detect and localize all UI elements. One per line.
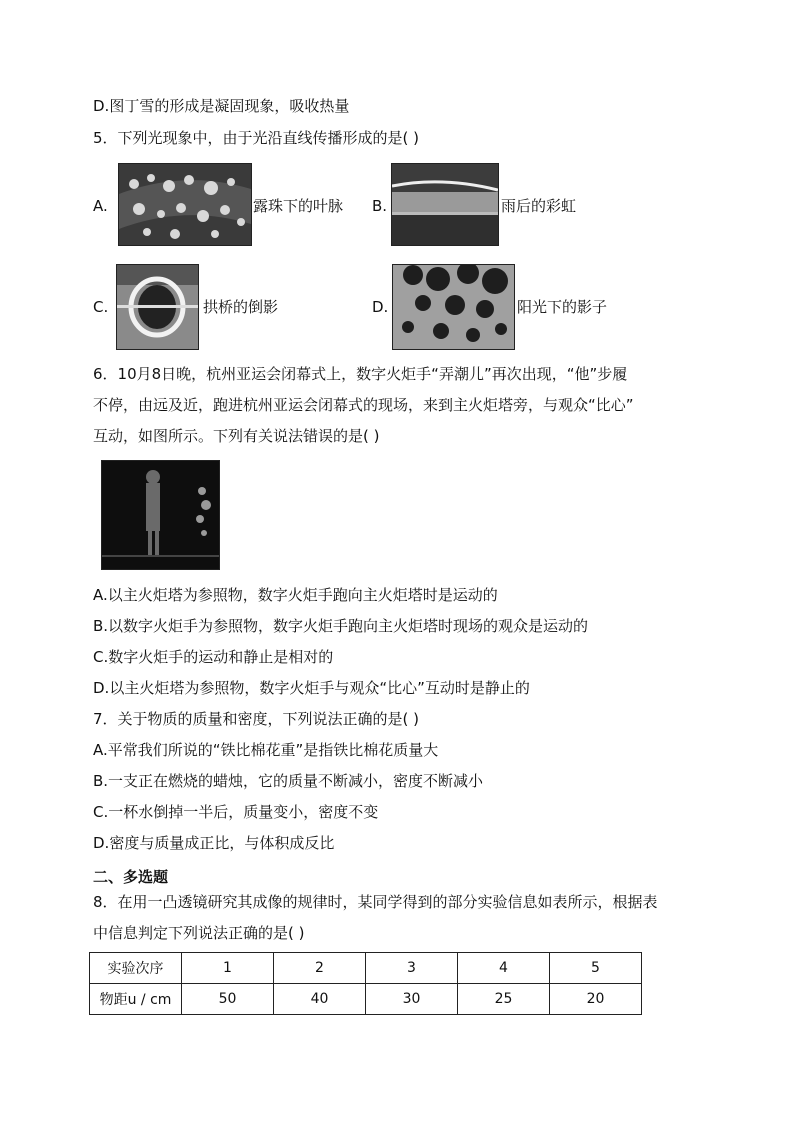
- q7-option-b: B.一支正在燃烧的蜡烛，它的质量不断减小，密度不断减小: [93, 772, 484, 790]
- section-heading-multiple-choice: 二、多选题: [93, 868, 169, 886]
- table-cell: 5: [550, 953, 642, 984]
- q6-option-c: C.数字火炬手的运动和静止是相对的: [93, 648, 334, 666]
- question-6-line-2: 不停，由远及近，跑进杭州亚运会闭幕式的现场，来到主火炬塔旁，与观众“比心”: [93, 396, 634, 414]
- table-cell: 30: [366, 984, 458, 1015]
- arch-bridge-photo: [116, 264, 199, 350]
- table-cell: 25: [458, 984, 550, 1015]
- question-5: 5．下列光现象中，由于光沿直线传播形成的是( ): [93, 129, 420, 147]
- q6-option-b: B.以数字火炬手为参照物，数字火炬手跑向主火炬塔时现场的观众是运动的: [93, 617, 589, 635]
- digital-torchbearer-photo: [101, 460, 220, 570]
- experiment-table: [89, 952, 642, 1015]
- question-7: 7．关于物质的质量和密度，下列说法正确的是( ): [93, 710, 420, 728]
- table-cell: 20: [550, 984, 642, 1015]
- shadow-in-sunlight-photo: [392, 264, 515, 350]
- question-6-line-3: 互动，如图所示。下列有关说法错误的是( ): [93, 427, 380, 445]
- table-row: [90, 984, 642, 1015]
- q5-option-b-text: 雨后的彩虹: [501, 197, 577, 215]
- table-cell: 50: [182, 984, 274, 1015]
- q6-option-d: D.以主火炬塔为参照物，数字火炬手与观众“比心”互动时是静止的: [93, 679, 530, 697]
- table-cell: 1: [182, 953, 274, 984]
- table-row-header: 物距u / cm: [90, 984, 182, 1015]
- dew-on-leaf-photo: [118, 163, 252, 246]
- q5-option-c-text: 拱桥的倒影: [203, 298, 279, 316]
- q5-option-b-letter: B.: [372, 197, 388, 215]
- q7-option-c: C.一杯水倒掉一半后，质量变小，密度不变: [93, 803, 379, 821]
- q6-option-a: A.以主火炬塔为参照物，数字火炬手跑向主火炬塔时是运动的: [93, 586, 498, 604]
- question-8-line-2: 中信息判定下列说法正确的是( ): [93, 924, 305, 942]
- question-8-line-1: 8．在用一凸透镜研究其成像的规律时，某同学得到的部分实验信息如表所示，根据表: [93, 893, 658, 911]
- table-row: [90, 953, 642, 984]
- table-cell: 3: [366, 953, 458, 984]
- q5-option-a-text: 露珠下的叶脉: [253, 197, 344, 215]
- q7-option-d: D.密度与质量成正比，与体积成反比: [93, 834, 335, 852]
- q4-option-d: D.图丁雪的形成是凝固现象，吸收热量: [93, 97, 350, 115]
- q5-option-d-letter: D.: [372, 298, 389, 316]
- rainbow-photo: [391, 163, 499, 246]
- q5-option-d-text: 阳光下的影子: [517, 298, 608, 316]
- q5-option-a-letter: A.: [93, 197, 108, 215]
- table-cell: 2: [274, 953, 366, 984]
- question-6-line-1: 6．10月8日晚，杭州亚运会闭幕式上，数字火炬手“弄潮儿”再次出现，“他”步履: [93, 365, 628, 383]
- q7-option-a: A.平常我们所说的“铁比棉花重”是指铁比棉花质量大: [93, 741, 439, 759]
- table-row-header: 实验次序: [90, 953, 182, 984]
- table-cell: 4: [458, 953, 550, 984]
- q5-option-c-letter: C.: [93, 298, 109, 316]
- table-cell: 40: [274, 984, 366, 1015]
